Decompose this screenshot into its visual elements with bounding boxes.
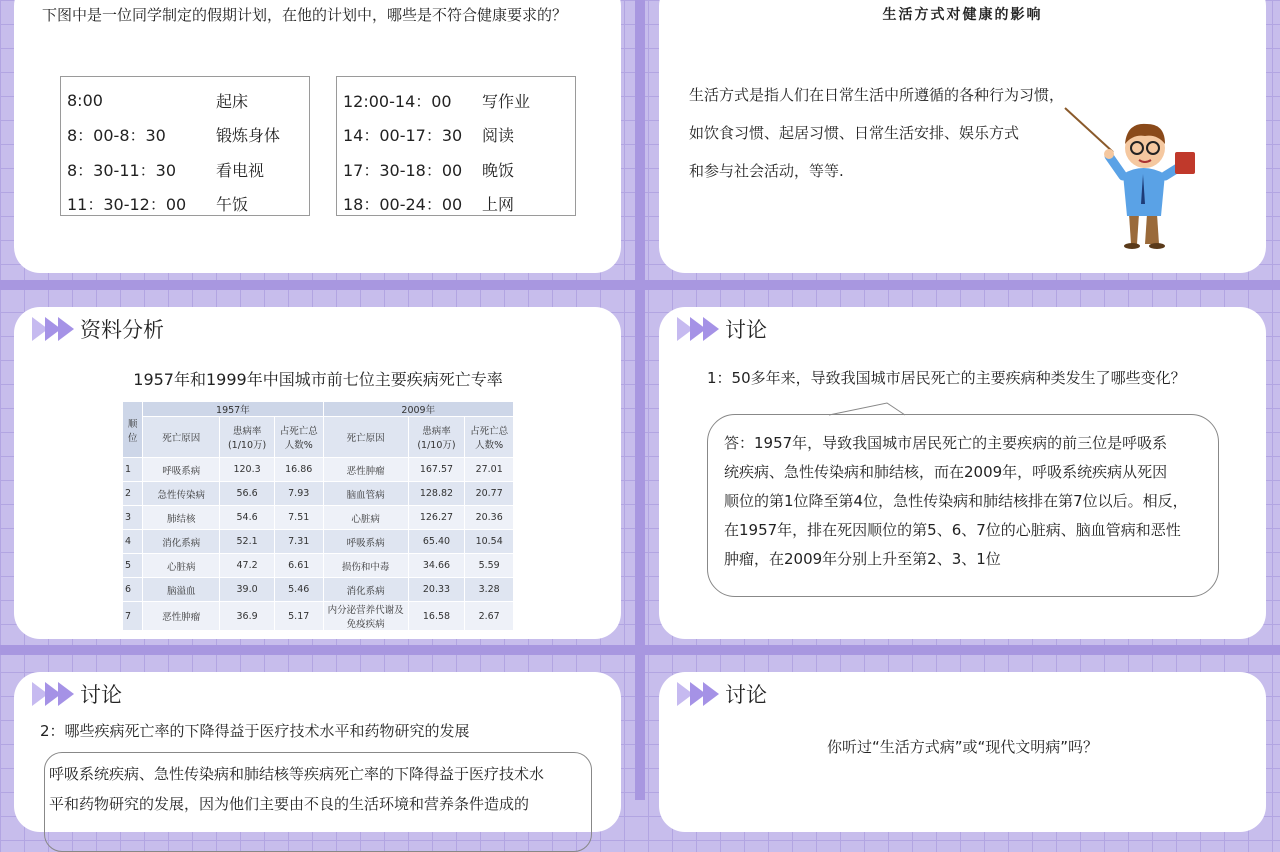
table-cell: 20.77 <box>465 482 514 506</box>
discussion-question: 你听过“生活方式病”或“现代文明病”吗？ <box>826 738 1099 756</box>
table-cell: 10.54 <box>465 530 514 554</box>
table-cell: 39.0 <box>220 578 275 602</box>
disease-table <box>122 401 514 631</box>
divider-vertical <box>635 0 645 800</box>
answer-line: 答：1957年，导致我国城市居民死亡的主要疾病的前三位是呼吸系 <box>724 434 1168 452</box>
table-cell: 心脏病 <box>143 554 220 578</box>
cause-header: 死亡原因 <box>143 417 220 458</box>
discussion-question: 2：哪些疾病死亡率的下降得益于医疗技术水平和药物研究的发展 <box>40 722 470 740</box>
chevron-icon <box>677 317 716 341</box>
table-cell: 5.59 <box>465 554 514 578</box>
rank-cell: 5 <box>123 554 143 578</box>
schedule-time: 8：30-11：30 <box>67 160 177 180</box>
answer-line: 顺位的第1位降至第4位，急性传染病和肺结核排在第7位以后。相反， <box>724 492 1188 510</box>
table-cell: 肺结核 <box>143 506 220 530</box>
slide-discussion-3 <box>659 672 1266 832</box>
schedule-activity: 看电视 <box>216 160 265 180</box>
answer-bubble <box>707 414 1219 597</box>
table-cell: 脑溢血 <box>143 578 220 602</box>
table-cell: 5.46 <box>274 578 323 602</box>
schedule-row <box>61 187 309 222</box>
schedule-time: 18：00-24：00 <box>343 195 463 215</box>
table-cell: 54.6 <box>220 506 275 530</box>
table-cell: 6.61 <box>274 554 323 578</box>
table-cell: 34.66 <box>408 554 465 578</box>
schedule-activity: 上网 <box>482 195 515 215</box>
pct-header: 占死亡总人数% <box>274 417 323 458</box>
table-cell: 3.28 <box>465 578 514 602</box>
table-cell: 128.82 <box>408 482 465 506</box>
table-cell: 65.40 <box>408 530 465 554</box>
pct-header: 占死亡总人数% <box>465 417 514 458</box>
answer-line: 呼吸系统疾病、急性传染病和肺结核等疾病死亡率的下降得益于医疗技术水 <box>49 765 545 783</box>
schedule-time: 8:00 <box>67 90 103 110</box>
rank-cell: 3 <box>123 506 143 530</box>
rank-cell: 7 <box>123 602 143 631</box>
rate-header: 患病率(1/10万) <box>408 417 465 458</box>
table-cell: 恶性肿瘤 <box>143 602 220 631</box>
answer-line: 统疾病、急性传染病和肺结核，而在2009年，呼吸系统疾病从死因 <box>724 463 1168 481</box>
schedule-question: 下图中是一位同学制定的假期计划，在他的计划中，哪些是不符合健康要求的？ <box>42 6 568 24</box>
answer-box <box>44 752 592 852</box>
schedule-time: 8：00-8：30 <box>67 126 166 146</box>
rank-cell: 2 <box>123 482 143 506</box>
table-row <box>123 530 514 554</box>
table-cell: 内分泌营养代谢及免疫疾病 <box>323 602 408 631</box>
table-cell: 120.3 <box>220 458 275 482</box>
table-row <box>123 554 514 578</box>
table-cell: 36.9 <box>220 602 275 631</box>
table-cell: 呼吸系病 <box>323 530 408 554</box>
table-cell: 16.58 <box>408 602 465 631</box>
schedule-activity: 写作业 <box>482 91 531 111</box>
table-row <box>123 458 514 482</box>
schedule-time: 12:00-14：00 <box>343 91 452 111</box>
table-cell: 急性传染病 <box>143 482 220 506</box>
schedule-activity: 起床 <box>216 91 249 111</box>
table-row <box>123 578 514 602</box>
chevron-icon <box>677 682 716 706</box>
rank-header: 顺位 <box>123 402 143 458</box>
table-cell: 损伤和中毒 <box>323 554 408 578</box>
table-row <box>123 482 514 506</box>
schedule-row <box>337 152 575 187</box>
schedule-time: 14：00-17：30 <box>343 126 463 146</box>
table-cell: 7.51 <box>274 506 323 530</box>
schedule-table-left <box>60 76 310 216</box>
year-a-header: 1957年 <box>143 402 323 417</box>
lifestyle-line: 生活方式是指人们在日常生活中所遵循的各种行为习惯， <box>689 86 1065 104</box>
section-title: 讨论 <box>80 683 122 707</box>
rank-cell: 6 <box>123 578 143 602</box>
table-cell: 20.33 <box>408 578 465 602</box>
table-cell: 20.36 <box>465 506 514 530</box>
table-cell: 恶性肿瘤 <box>323 458 408 482</box>
schedule-time: 17：30-18：00 <box>343 160 463 180</box>
section-title: 资料分析 <box>80 318 164 342</box>
schedule-row <box>337 118 575 153</box>
table-cell: 5.17 <box>274 602 323 631</box>
table-cell: 167.57 <box>408 458 465 482</box>
table-cell: 47.2 <box>220 554 275 578</box>
cause-header: 死亡原因 <box>323 417 408 458</box>
rank-cell: 4 <box>123 530 143 554</box>
schedule-activity: 锻炼身体 <box>216 126 281 146</box>
lifestyle-line: 如饮食习惯、起居习惯、日常生活安排、娱乐方式 <box>689 124 1020 142</box>
slide-discussion-1 <box>659 307 1266 639</box>
slide-lifestyle <box>659 0 1266 273</box>
table-cell: 126.27 <box>408 506 465 530</box>
section-title: 讨论 <box>725 318 767 342</box>
table-cell: 2.67 <box>465 602 514 631</box>
schedule-row <box>337 83 575 118</box>
answer-line: 肿瘤，在2009年分别上升至第2、3、1位 <box>724 550 1001 568</box>
table-cell: 52.1 <box>220 530 275 554</box>
chevron-icon <box>32 317 71 341</box>
year-b-header: 2009年 <box>323 402 513 417</box>
table-cell: 呼吸系病 <box>143 458 220 482</box>
rate-header: 患病率(1/10万) <box>220 417 275 458</box>
table-cell: 27.01 <box>465 458 514 482</box>
table-cell: 16.86 <box>274 458 323 482</box>
lifestyle-line: 和参与社会活动，等等. <box>689 162 844 180</box>
table-cell: 7.93 <box>274 482 323 506</box>
schedule-row <box>337 187 575 222</box>
table-cell: 7.31 <box>274 530 323 554</box>
table-caption: 1957年和1999年中国城市前七位主要疾病死亡专率 <box>133 370 503 389</box>
schedule-activity: 阅读 <box>482 126 515 146</box>
chevron-icon <box>32 682 71 706</box>
table-cell: 消化系病 <box>323 578 408 602</box>
slide-schedule <box>14 0 621 273</box>
table-row <box>123 506 514 530</box>
schedule-table-right <box>336 76 576 216</box>
schedule-row <box>61 83 309 118</box>
lifestyle-text <box>689 76 1064 190</box>
table-cell: 56.6 <box>220 482 275 506</box>
table-cell: 消化系病 <box>143 530 220 554</box>
slide-discussion-2 <box>14 672 621 832</box>
schedule-time: 11：30-12：00 <box>67 195 187 215</box>
schedule-row <box>61 152 309 187</box>
table-cell: 心脏病 <box>323 506 408 530</box>
table-cell: 脑血管病 <box>323 482 408 506</box>
answer-line: 在1957年，排在死因顺位的第5、6、7位的心脏病、脑血管病和恶性 <box>724 521 1181 539</box>
rank-cell: 1 <box>123 458 143 482</box>
section-title: 讨论 <box>725 683 767 707</box>
slide-data-analysis <box>14 307 621 639</box>
discussion-question: 1：50多年来，导致我国城市居民死亡的主要疾病种类发生了哪些变化？ <box>707 369 1186 387</box>
schedule-row <box>61 118 309 153</box>
table-row <box>123 602 514 631</box>
schedule-activity: 午饭 <box>216 195 249 215</box>
teacher-illustration <box>1061 104 1211 254</box>
schedule-activity: 晚饭 <box>482 160 515 180</box>
lifestyle-title: 生活方式对健康的影响 <box>882 7 1043 23</box>
answer-line: 平和药物研究的发展，因为他们主要由不良的生活环境和营养条件造成的 <box>49 795 530 813</box>
